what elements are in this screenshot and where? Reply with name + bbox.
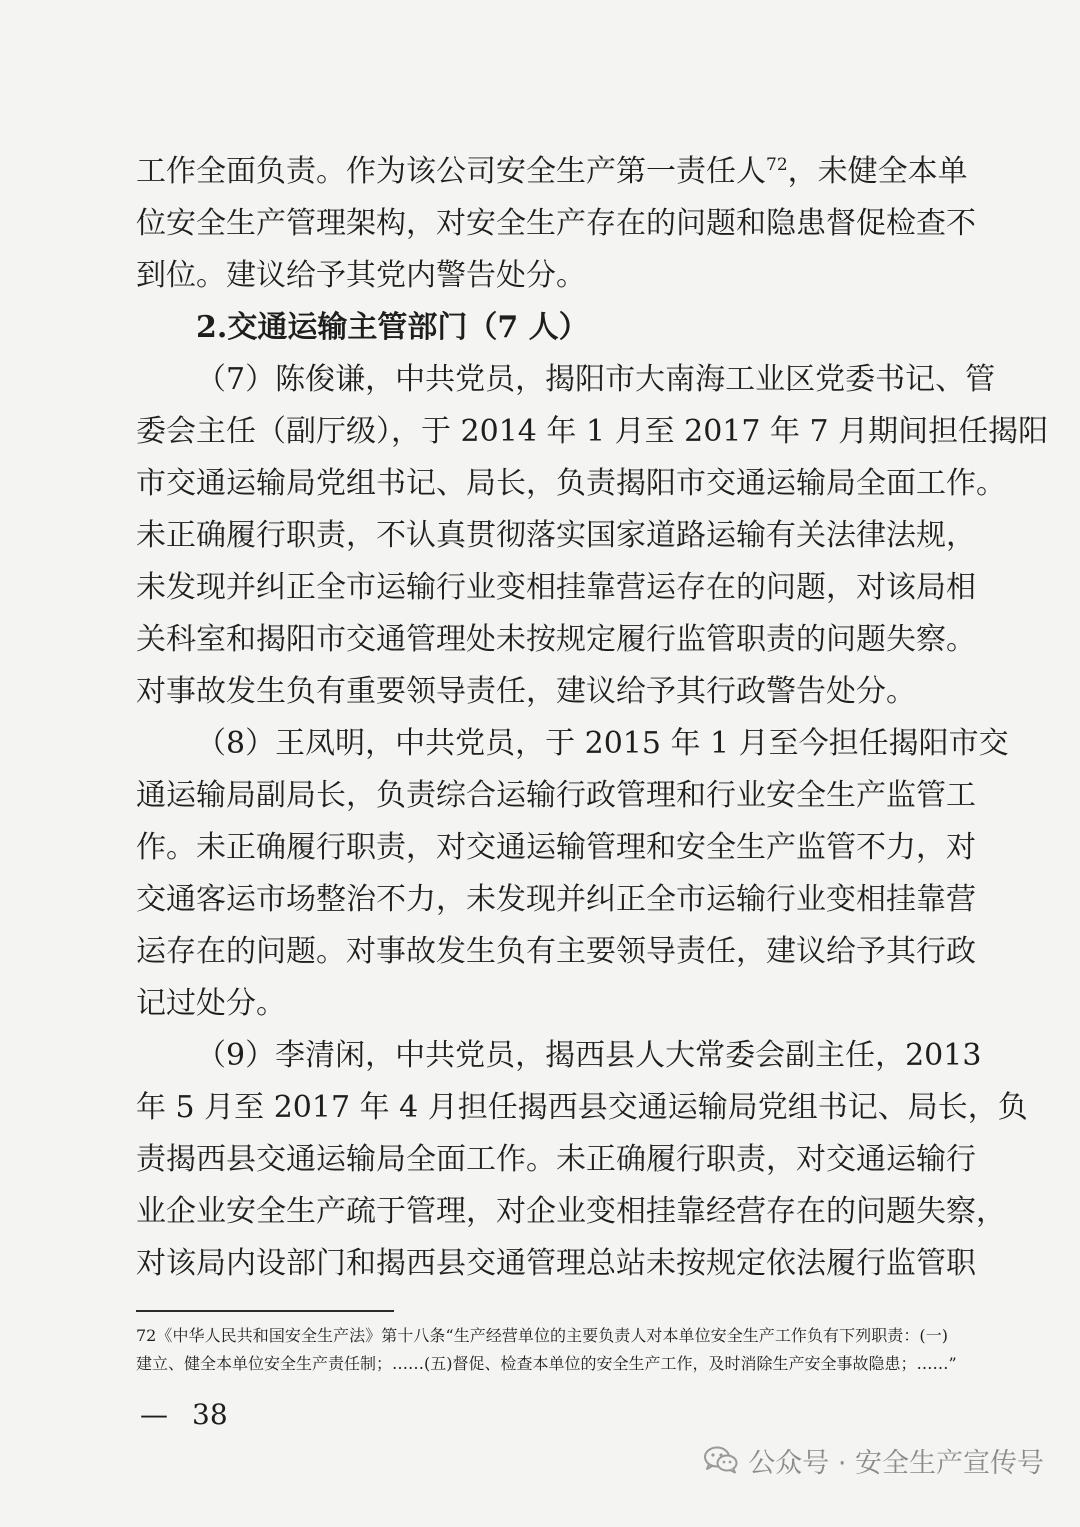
section-heading: 2.交通运输主管部门（7 人） [196,310,589,345]
item-7-line: 市交通运输局党组书记、局长，负责揭阳市交通运输局全面工作。 [136,466,1006,501]
item-7-line: 关科室和揭阳市交通管理处未按规定履行监管职责的问题失察。 [136,622,976,657]
item-9-line: （9）李清闲，中共党员，揭西县人大常委会副主任，2013 [196,1038,982,1073]
item-7-line: 未正确履行职责，不认真贯彻落实国家道路运输有关法律法规， [136,518,976,553]
paragraph-line: 位安全生产管理架构，对安全生产存在的问题和隐患督促检查不 [136,206,976,241]
item-8-line: 通运输局副局长，负责综合运输行政管理和行业安全生产监管工 [136,778,976,813]
footnote-line: 72《中华人民共和国安全生产法》第十八条“生产经营单位的主要负责人对本单位安全生产工作负有下列职责：(一) [136,1326,948,1345]
paragraph-line: 工作全面负责。作为该公司安全生产第一责任人$^{72}$，未健全本单 [136,154,968,189]
item-8-line: （8）王凤明，中共党员，于 2015 年 1 月至今担任揭阳市交 [196,726,1009,761]
page-number-value: 38 [192,1398,228,1431]
item-7-line: 对事故发生负有重要领导责任，建议给予其行政警告处分。 [136,674,916,709]
item-7-line: 委会主任（副厅级），于 2014 年 1 月至 2017 年 7 月期间担任揭阳 [136,414,1049,449]
item-8-line: 运存在的问题。对事故发生负有主要领导责任，建议给予其行政 [136,934,976,969]
footnote-ref: 72 [766,155,788,175]
watermark-text: 公众号 · 安全生产宣传号 [748,1447,1044,1479]
item-9-line: 业企业安全生产疏于管理，对企业变相挂靠经营存在的问题失察， [136,1194,1006,1229]
item-9-line: 责揭西县交通运输局全面工作。未正确履行职责，对交通运输行 [136,1142,976,1177]
item-8-line: 作。未正确履行职责，对交通运输管理和安全生产监管不力，对 [136,830,976,865]
item-9-line: 年 5 月至 2017 年 4 月担任揭西县交通运输局党组书记、局长，负 [136,1090,1028,1125]
watermark [704,1440,1044,1480]
item-7-line: （7）陈俊谦，中共党员，揭阳市大南海工业区党委书记、管 [196,362,996,397]
page-number [140,1397,228,1433]
paragraph-line: 到位。建议给予其党内警告处分。 [136,258,586,293]
item-7-line: 未发现并纠正全市运输行业变相挂靠营运存在的问题，对该局相 [136,570,976,605]
wechat-icon [704,1446,738,1474]
footnote-line: 建立、健全本单位安全生产责任制；……(五)督促、检查本单位的安全生产工作，及时消除生产安全事故隐患；……” [136,1354,957,1373]
page-number-dash: — [140,1398,168,1431]
item-8-line: 交通客运市场整治不力，未发现并纠正全市运输行业变相挂靠营 [136,882,976,917]
footnote-divider [136,1310,394,1312]
item-9-line: 对该局内设部门和揭西县交通管理总站未按规定依法履行监管职 [136,1246,976,1281]
item-8-line: 记过处分。 [136,986,286,1021]
